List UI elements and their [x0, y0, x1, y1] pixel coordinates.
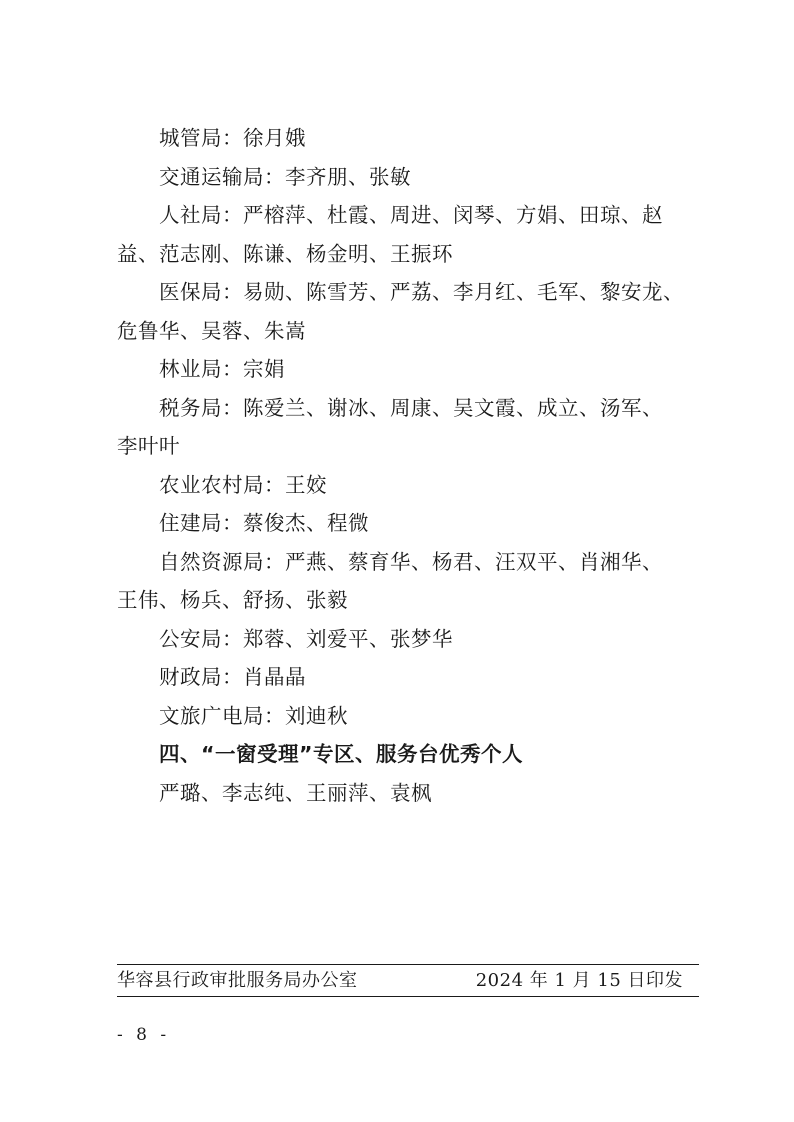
footer-bottom-rule: [117, 996, 699, 997]
paragraph-line: 财政局：肖晶晶: [159, 665, 306, 689]
footer-imprint: [117, 967, 683, 995]
section-heading: 四、“一窗受理”专区、服务台优秀个人: [159, 742, 523, 766]
paragraph-line: 自然资源局：严燕、蔡育华、杨君、汪双平、肖湘华、: [159, 549, 663, 574]
paragraph-line: 王伟、杨兵、舒扬、张毅: [117, 588, 348, 612]
paragraph-line: 文旅广电局：刘迪秋: [159, 703, 348, 728]
paragraph-line: 人社局：严榕萍、杜霞、周进、闵琴、方娟、田琼、赵: [159, 203, 663, 227]
page-number: - 8 -: [117, 1025, 171, 1045]
paragraph-line: 林业局：宗娟: [159, 357, 285, 381]
paragraph-line: 交通运输局：李齐朋、张敏: [159, 164, 411, 189]
paragraph-line: 税务局：陈爱兰、谢冰、周康、吴文霞、成立、汤军、: [159, 395, 663, 420]
paragraph-line: 住建局：蔡俊杰、程微: [159, 511, 369, 535]
document-body: [117, 119, 683, 812]
footer-issuer: 华容县行政审批服务局办公室: [117, 970, 358, 991]
paragraph-line: 严璐、李志纯、王丽萍、袁枫: [159, 780, 432, 805]
paragraph-line: 城管局：徐月娥: [159, 126, 306, 150]
paragraph-line: 医保局：易勋、陈雪芳、严荔、李月红、毛军、黎安龙、: [159, 280, 684, 304]
paragraph-line: 公安局：郑蓉、刘爱平、张梦华: [159, 626, 453, 651]
paragraph-line: 危鲁华、吴蓉、朱嵩: [117, 318, 306, 343]
footer-date: 2024 年 1 月 15 日印发: [475, 970, 683, 991]
paragraph-line: 益、范志刚、陈谦、杨金明、王振环: [117, 241, 453, 266]
footer-top-rule: [117, 964, 699, 965]
paragraph-line: 农业农村局：王姣: [159, 472, 327, 497]
paragraph-line: 李叶叶: [117, 434, 180, 458]
